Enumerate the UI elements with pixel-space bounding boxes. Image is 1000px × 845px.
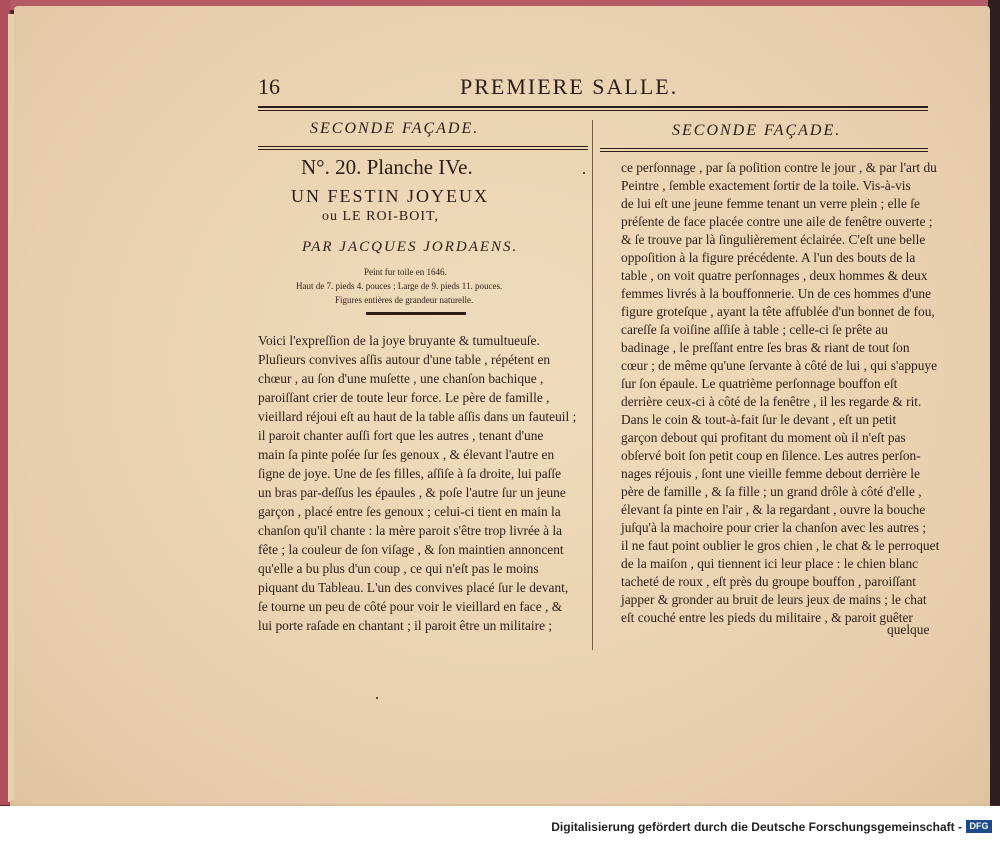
text-line: piquant du Tableau. L'un des convives placé ſur le devant, [258,580,569,595]
text-line: eſt couché entre les pieds du militaire , & paroit guêter [621,610,913,625]
text-line: ſigne de joye. Une de ſes filles, aſſiſe à ſa droite, lui paſſe [258,466,562,481]
page-number: 16 [258,74,280,99]
text-line: un bras par-deſſus les épaules , & poſe l'autre ſur un jeune [258,485,566,500]
text-line: ce perſonnage , par ſa poſition contre le jour , & par l'art du [621,160,937,175]
text-line: careſſe ſa voiſine aſſiſe à table ; celle-ci ſe prête au [621,322,888,337]
header-rule-thick [258,106,928,108]
text-line: qu'elle a bu plus d'un coup , ce qui n'eſt pas le moins [258,561,539,576]
title-ornament-rule [366,312,466,315]
text-line: élevant ſa pinte en l'air , & la regardant , ouvre la bouche [621,502,926,517]
right-heading-rule-2 [600,151,928,152]
text-line: Dans le coin & tout-à-fait ſur le devant , eſt un petit [621,412,897,427]
right-column-heading: SECONDE FAÇADE. [672,122,842,139]
text-line: il paroit chanter auſſi fort que les autres , tenant d'une [258,428,544,443]
text-line: garçon , placé entre ſes genoux ; celui-ci tient en main la [258,504,561,519]
work-title: UN FESTIN JOYEUX [291,186,489,206]
text-line: oppoſition à la figure précédente. A l'un des bouts de la [621,250,916,265]
text-line: figure groteſque , ayant la tête affublée d'un bonnet de fou, [621,304,935,319]
text-line: cœur ; de même qu'une ſervante à côté de lui , qui s'appuye [621,358,938,373]
text-line: main ſa pinte poſée ſur ſes genoux , & élevant l'autre en [258,447,555,462]
work-subtitle: ou LE ROI-BOIT, [322,209,439,224]
text-line: fête ; la couleur de ſon viſage , & ſon maintien annoncent [258,542,564,557]
plate-title: N°. 20. Planche IVe. [301,155,473,179]
text-line: & ſe trouve par là ſingulièrement éclairée. C'eſt une belle [621,232,926,247]
text-line: obſervé boit ſon petit coup en ſilence. Les autres perſon- [621,448,921,463]
painting-detail: Haut de 7. pieds 4. pouces ; Large de 9. pieds 11. pouces. [296,281,503,291]
text-line: vieillard réjoui eſt au haut de la table aſſis dans un fauteuil ; [258,409,577,424]
column-divider [592,120,593,650]
text-line: table , on voit quatre perſonnages , deux hommes & deux [621,268,928,283]
text-line: badinage , le preſſant entre ſes bras & riant de tout ſon [621,340,910,355]
left-column-heading: SECONDE FAÇADE. [310,120,480,137]
text-line: garçon debout qui profitant du moment où il n'eſt pas [621,430,906,445]
text-line: paroiſſant crier de toute leur force. Le père de famille , [258,390,550,405]
artist-name: PAR JACQUES JORDAENS. [302,239,519,255]
right-heading-rule-1 [600,148,928,149]
dfg-logo-icon: DFG [966,820,992,833]
painting-detail: Figures entières de grandeur naturelle. [335,295,474,305]
text-line: ſur ſon épaule. Le quatrième perſonnage bouffon eſt [621,376,898,391]
text-line: chanſon qu'il chante : la mère paroit s'être trop livrée à la [258,523,563,538]
digitization-credit: Digitalisierung gefördert durch die Deutsche Forschungsgemeinschaft - [551,820,962,834]
text-line: juſqu'à la machoire pour crier la chanſon avec les autres ; [621,520,927,535]
text-line: chœur , au ſon d'une muſette , une chanſon bachique , [258,371,544,386]
text-line: il ne faut point oublier le gros chien , le chat & le perroquet [621,538,940,553]
text-line: Pluſieurs convives aſſis autour d'une table , répétent en [258,352,551,367]
text-line: nages réjouis , ſont une vieille femme debout derrière le [621,466,920,481]
text-line: préſente de face placée contre une aile de fenêtre ouverte ; [621,214,933,229]
text-line: ſe tourne un peu de côté pour voir le vieillard en face , & [258,599,563,614]
ink-speck [583,172,585,174]
footer-bar [0,806,1000,845]
text-line: père de famille , & ſa fille ; un grand drôle à côté d'elle , [621,484,922,499]
text-line: Peintre , ſemble exactement ſortir de la toile. Vis-à-vis [621,178,911,193]
ink-speck [376,697,378,699]
text-line: japper & gronder au bruit de leurs jeux de mains ; le chat [621,592,927,607]
left-heading-rule-1 [258,146,588,147]
left-heading-rule-2 [258,149,588,150]
text-line: derrière ceux-ci à côté de la fenêtre , il les regarde & rit. [621,394,922,409]
text-line: femmes livrés à la bouffonnerie. Un de ces hommes d'une [621,286,932,301]
header-rule-thin [258,110,928,111]
text-line: lui porte raſade en chantant ; il paroit être un militaire ; [258,618,553,633]
painting-detail: Peint fur toile en 1646. [364,267,447,277]
catchword: quelque [887,622,930,637]
running-title: PREMIERE SALLE. [460,74,679,99]
text-line: tacheté de roux , eſt près du groupe bouffon , paroiſſant [621,574,916,589]
text-line: de lui eſt une jeune femme tenant un verre plein ; elle ſe [621,196,920,211]
text-line: Voici l'expreſſion de la joye bruyante & tumultueuſe. [258,333,540,348]
text-line: de la maiſon , qui tiennent ici leur place : le chien blanc [621,556,919,571]
